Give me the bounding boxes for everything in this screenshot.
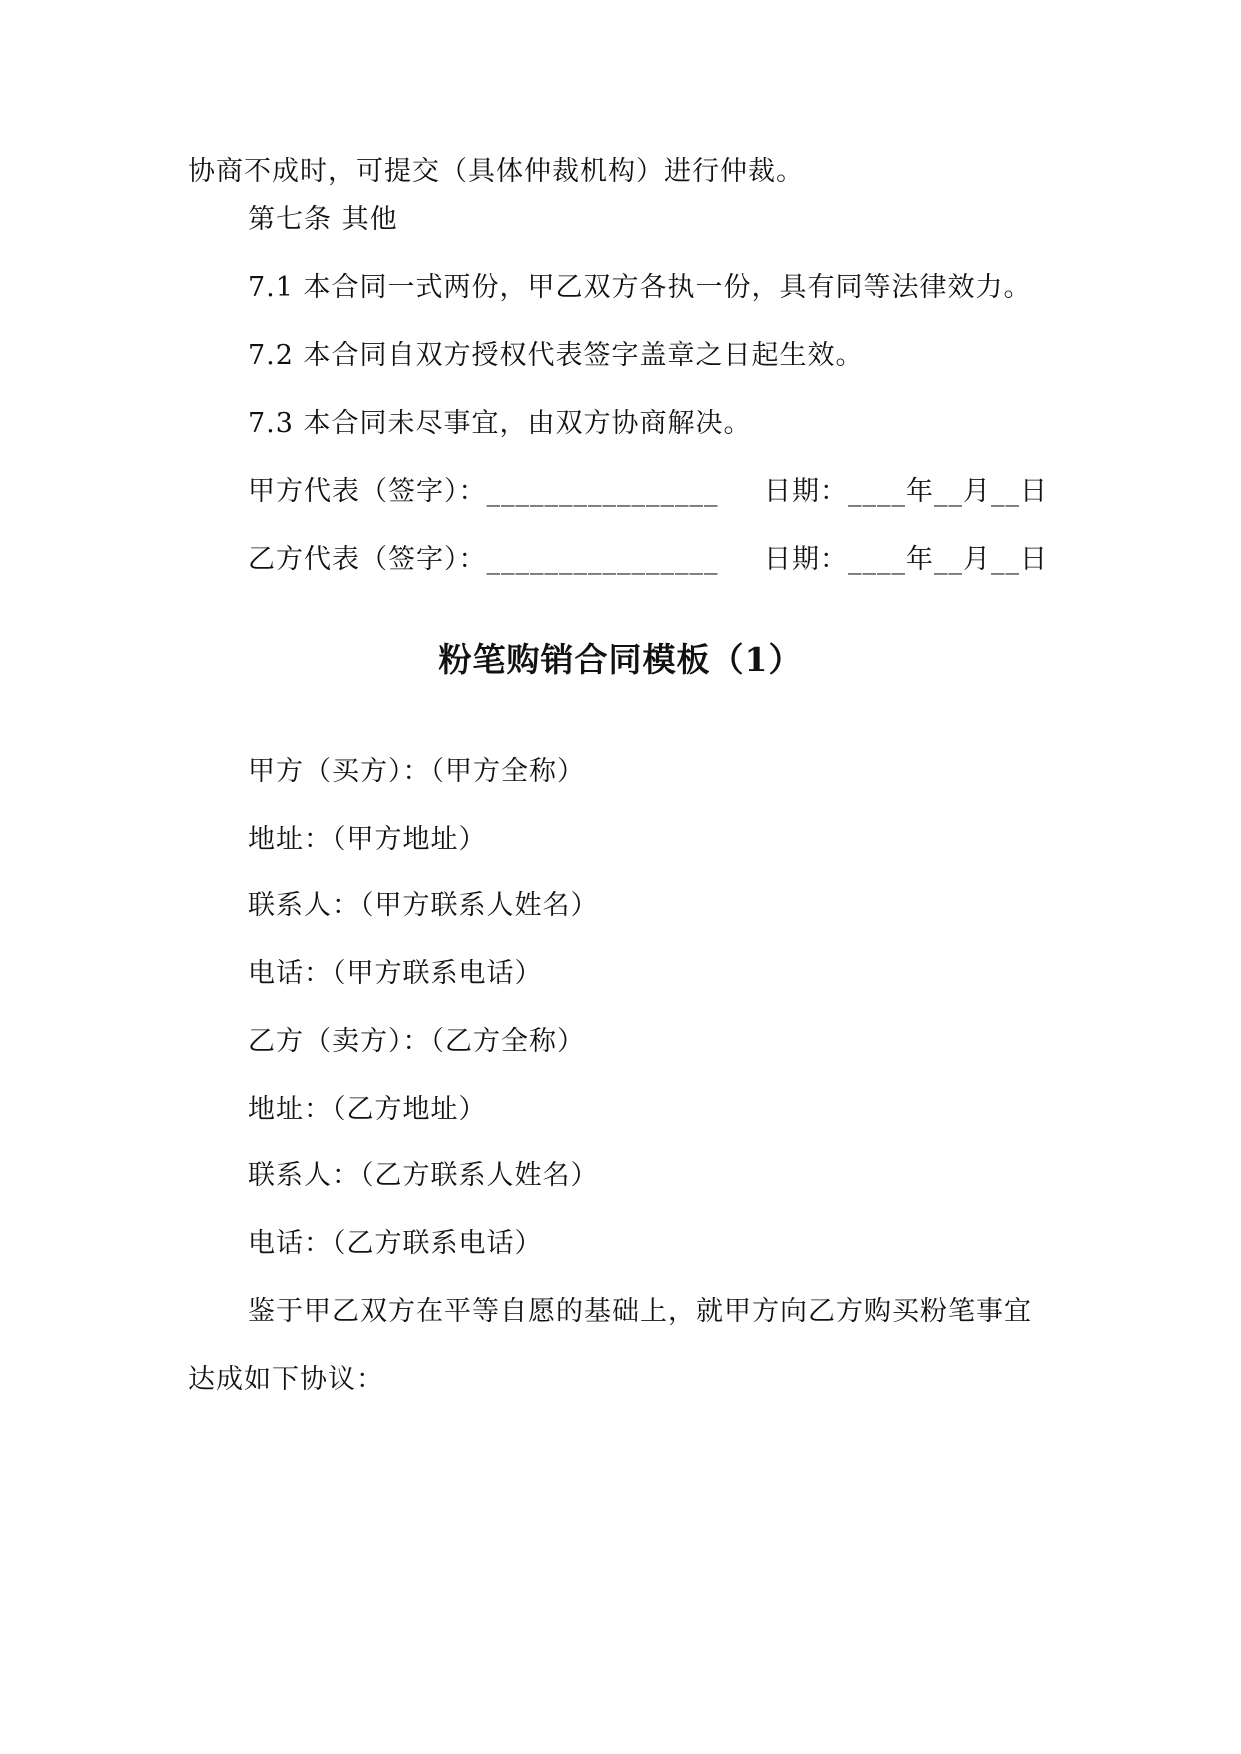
- arbitration-continuation: 协商不成时，可提交（具体仲裁机构）进行仲裁。: [188, 156, 804, 187]
- party-b-contact: 联系人：（乙方联系人姓名）: [248, 1160, 599, 1191]
- party-b-signature-row: [248, 540, 1058, 580]
- party-a-name: 甲方（买方）：（甲方全称）: [248, 756, 585, 787]
- clause-7-2: 7.2 本合同自双方授权代表签字盖章之日起生效。: [248, 340, 864, 371]
- template-title: 粉笔购销合同模板（1）: [438, 640, 803, 679]
- party-a-signature-row: [248, 472, 1058, 512]
- party-a-phone: 电话：（甲方联系电话）: [248, 958, 543, 989]
- party-b-name: 乙方（卖方）：（乙方全称）: [248, 1026, 585, 1057]
- party-a-address: 地址：（甲方地址）: [248, 824, 487, 855]
- clause-7-1: 7.1 本合同一式两份，甲乙双方各执一份，具有同等法律效力。: [248, 272, 1032, 303]
- party-b-signature-label: 乙方代表（签字）：________________: [248, 544, 719, 575]
- preamble-line-1: 鉴于甲乙双方在平等自愿的基础上，就甲方向乙方购买粉笔事宜: [248, 1296, 1032, 1327]
- clause-7-3: 7.3 本合同未尽事宜，由双方协商解决。: [248, 408, 752, 439]
- party-a-signature-date: 日期：____年__月__日: [764, 476, 1048, 507]
- party-b-phone: 电话：（乙方联系电话）: [248, 1228, 543, 1259]
- party-a-signature-label: 甲方代表（签字）：________________: [248, 476, 719, 507]
- party-b-signature-date: 日期：____年__月__日: [764, 544, 1048, 575]
- party-b-address: 地址：（乙方地址）: [248, 1094, 487, 1125]
- party-a-contact: 联系人：（甲方联系人姓名）: [248, 890, 599, 921]
- clause-7-heading: 第七条 其他: [248, 204, 398, 235]
- preamble-line-2: 达成如下协议：: [188, 1364, 384, 1395]
